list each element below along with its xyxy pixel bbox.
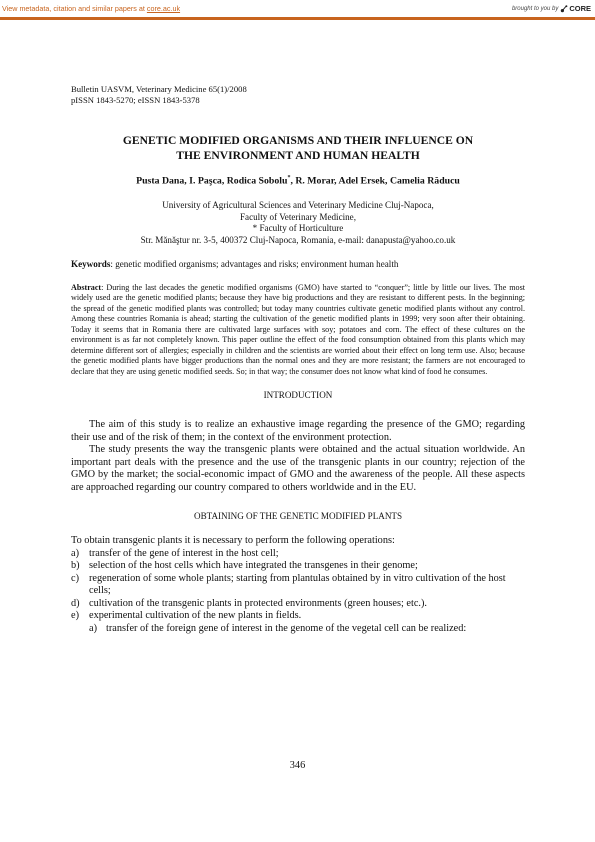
- list-item: [71, 560, 525, 573]
- affiliation: [71, 200, 525, 246]
- banner-divider: [0, 17, 595, 20]
- abstract: [71, 283, 525, 378]
- core-logo-text: CORE: [569, 4, 591, 13]
- list-item: [71, 598, 525, 611]
- affiliation-line-3: * Faculty of Horticulture: [252, 223, 344, 234]
- brought-by-core[interactable]: [512, 4, 591, 13]
- core-logo[interactable]: [560, 4, 591, 13]
- operations-list: [71, 548, 525, 623]
- title-line-2: THE ENVIRONMENT AND HUMAN HEALTH: [176, 149, 420, 162]
- intro-paragraph-2: The study presents the way the transgenic plants were obtained and the actual situation worldwide. An important part deals with the presence and the use of the transgenic plants in our country; rejection of the GMO by the market; the social-economic impact of GMO and the awareness of the people. All these aspects are approached regarding our country compared to others worldwide and in the EU.: [71, 444, 525, 493]
- obtaining-lead: To obtain transgenic plants it is necessary to perform the following operations:: [71, 535, 395, 547]
- brought-by-text: brought to you by: [511, 5, 559, 12]
- list-item-label: b): [71, 560, 80, 572]
- affiliation-line-1: University of Agricultural Sciences and Veterinary Medicine Cluj-Napoca,: [162, 200, 434, 211]
- list-item-label: e): [71, 610, 79, 622]
- list-item-text: experimental cultivation of the new plants in fields.: [89, 610, 302, 622]
- affiliation-address: Str. Mănăştur nr. 3-5, 400372 Cluj-Napoca, Romania, e-mail: danapusta@yahoo.co.uk: [140, 235, 456, 246]
- core-link[interactable]: core.ac.uk: [146, 4, 181, 13]
- abstract-text: : During the last decades the genetic modified organisms (GMO) have started to “conquer”; little by little our lives. The most widely used are the genetic modified plants; because they have big productions and they are resistant to different pests. In the beginning; the spread of the genetic modified plants was controlled; but today many countries cultivate genetic modified plants without any control. Among these countries Romania is ahead; starting the cultivation of the genetic modified plants in 1999; very soon after their obtaining. Today it seems that in Romania there are cultivated large surfaces with soy; potatoes and corn. The effect of these cultures on the environment is as far not completely known. This paper outline the effect of the food consumption obtained from this plants which may determine different sort of allergies; especially in children and the scientists are worried about their effect on long term use. Also; because the genetic modified plants have bigger productions than the normal ones and they are more resistant; the farmers are not encouraged to declare that they are using genetic modified seeds. So; in that way; the consumer does not know what kind of food he consumes.: [71, 282, 525, 376]
- view-metadata-text: View metadata, citation and similar papers at: [2, 4, 147, 13]
- affiliation-line-2: Faculty of Veterinary Medicine,: [240, 211, 356, 222]
- keywords: [71, 259, 525, 269]
- paper-title: [71, 133, 525, 163]
- list-item-label: a): [71, 547, 79, 559]
- journal-meta: [71, 84, 525, 106]
- list-item-text: selection of the host cells which have integrated the transgenes in their genome;: [89, 560, 418, 572]
- list-item: [71, 610, 525, 623]
- author-list: [71, 175, 525, 186]
- authors-part-1: Pusta Dana, I. Paşca, Rodica Sobolu: [136, 175, 288, 187]
- issn-line: pISSN 1843-5270; eISSN 1843-5378: [71, 95, 200, 105]
- list-item-label: c): [71, 572, 79, 584]
- list-item-text: regeneration of some whole plants; starting from plantulas obtained by in vitro cultivation of the host cells;: [89, 572, 506, 597]
- list-item-text: transfer of the gene of interest in the host cell;: [89, 547, 279, 559]
- abstract-label: Abstract: [71, 282, 102, 292]
- paper-page: [71, 84, 525, 635]
- keywords-label: Keywords: [71, 258, 111, 269]
- sub-list: [89, 623, 525, 636]
- core-logo-icon: [560, 5, 568, 13]
- core-banner: [0, 0, 595, 17]
- view-metadata-link[interactable]: [2, 4, 180, 13]
- sub-list-item: [89, 623, 525, 636]
- section-heading-obtaining: OBTAINING OF THE GENETIC MODIFIED PLANTS: [194, 511, 402, 522]
- list-item: [71, 573, 525, 598]
- section-heading-introduction: INTRODUCTION: [263, 390, 333, 401]
- sub-list-item-label: a): [89, 622, 97, 634]
- page-number: 346: [289, 760, 306, 771]
- journal-citation: Bulletin UASVM, Veterinary Medicine 65(1)/2008: [71, 84, 247, 94]
- list-item: [71, 548, 525, 561]
- list-item-text: cultivation of the transgenic plants in protected environments (green houses; etc.).: [89, 597, 427, 609]
- authors-part-2: , R. Morar, Adel Ersek, Camelia Răducu: [290, 175, 460, 187]
- sub-list-item-text: transfer of the foreign gene of interest in the genome of the vegetal cell can be realized:: [106, 622, 467, 634]
- list-item-label: d): [71, 597, 80, 609]
- title-line-1: GENETIC MODIFIED ORGANISMS AND THEIR INFLUENCE ON: [122, 134, 474, 147]
- keywords-text: : genetic modified organisms; advantages and risks; environment human health: [110, 258, 399, 269]
- intro-paragraph-1: The aim of this study is to realize an exhaustive image regarding the presence of the GMO; regarding their use and of the risk of them; in the context of the environment protection.: [71, 419, 525, 443]
- author-footnote-mark: *: [287, 175, 291, 181]
